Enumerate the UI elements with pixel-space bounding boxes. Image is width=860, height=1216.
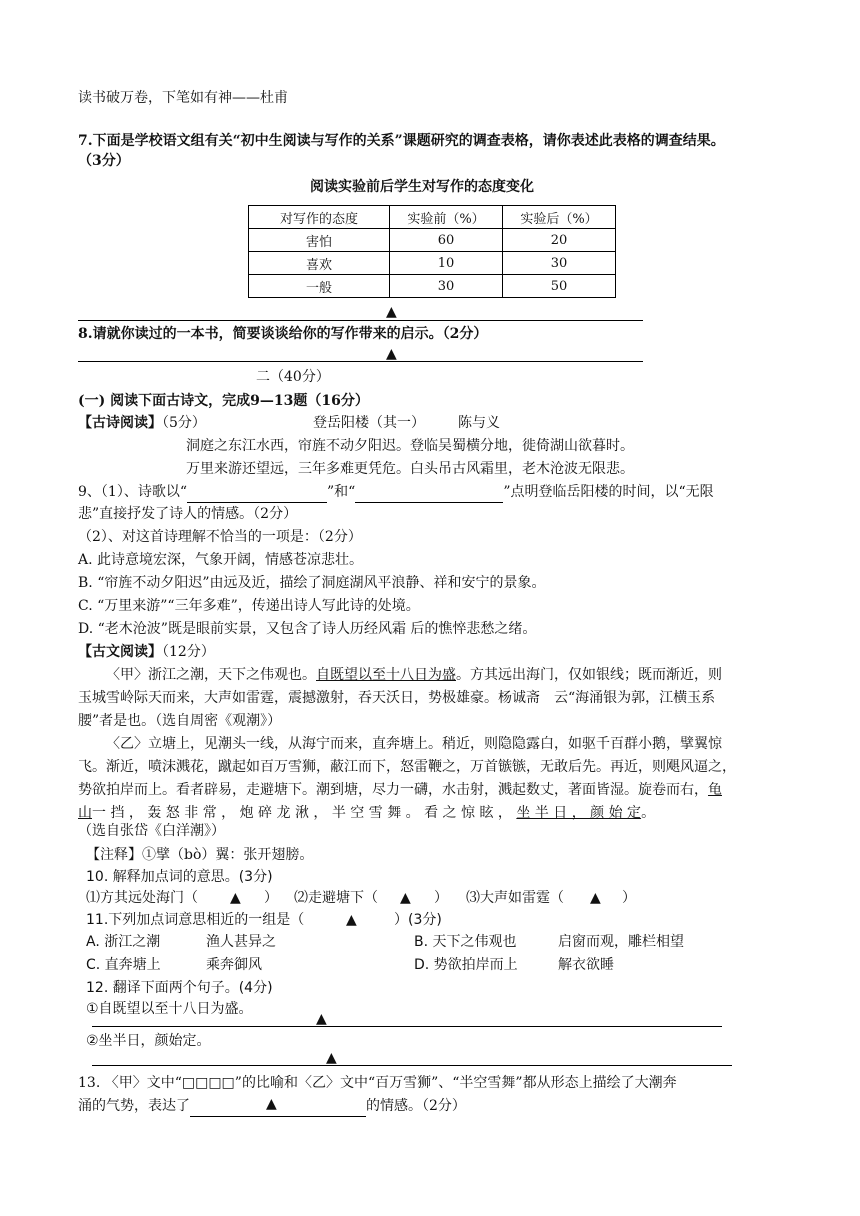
- answer-blank[interactable]: [355, 482, 503, 503]
- q11-option-a: A. 浙江之潮: [86, 934, 161, 950]
- table-cell: 60: [390, 229, 503, 252]
- prose-yi-line: 〈乙〉立塘上，见潮头一线，从海宁而来，直奔塘上。稍近，则隐隐露白，如驱千百群小鹅，擘翼惊: [106, 736, 722, 752]
- answer-line[interactable]: [92, 1026, 722, 1027]
- q11-option-b2: 启窗而观，雕栏相望: [558, 934, 684, 950]
- underlined-word: 龟: [708, 782, 722, 798]
- poem-author: 陈与义: [458, 415, 500, 431]
- survey-table: [248, 205, 616, 298]
- q8: 8.请就你读过的一本书，简要谈谈给你的写作带来的启示。（2分）: [78, 326, 488, 342]
- table-row: [249, 252, 616, 275]
- q13-line1: 13. 〈甲〉文中“□□□□”的比喻和〈乙〉文中“百万雪狮”、“半空雪舞”都从形态上描绘了大潮奔: [78, 1075, 677, 1091]
- table-cell: 一般: [249, 275, 390, 298]
- table-header: 对写作的态度: [249, 206, 390, 229]
- part-heading: (一) 阅读下面古诗文，完成9—13题（16分）: [78, 393, 369, 409]
- q9-part1-cont: 悲”直接抒发了诗人的情感。（2分）: [78, 506, 298, 522]
- answer-triangle[interactable]: ▲: [230, 890, 241, 906]
- q13-line2: [78, 1096, 466, 1117]
- prose-label: 【古文阅读】: [78, 644, 162, 660]
- answer-triangle: ▲: [386, 304, 397, 320]
- prose-text: 一 挡 ， 轰 怒 非 常 ， 炮 碎 龙 湫 ， 半 空 雪 舞 。 看 之 惊 眩 ，: [92, 805, 512, 821]
- option-b: B. “帘旌不动夕阳迟”由远及近，描绘了洞庭湖风平浪静、祥和安宁的景象。: [78, 575, 546, 591]
- table-header: 实验前（%）: [390, 206, 503, 229]
- table-header: 实验后（%）: [503, 206, 616, 229]
- prose-text: 。方其远出海门，仅如银线；既而渐近，则: [456, 667, 722, 683]
- prose-text: 。: [641, 805, 656, 821]
- option-d: D. “老木沧波”既是眼前实景，又包含了诗人历经风霜 后的憔悴悲愁之绪。: [78, 621, 537, 637]
- q10-item-1: [86, 888, 198, 908]
- table-cell: 20: [503, 229, 616, 252]
- q13-text: 涌的气势，表达了: [78, 1098, 190, 1114]
- q10-close: ）: [622, 890, 636, 906]
- poem-line: 洞庭之东江水西，帘旌不动夕阳迟。登临吴蜀横分地，徙倚湖山欲暮时。: [186, 438, 634, 454]
- option-c: C. “万里来游”“三年多难”，传递出诗人写此诗的处境。: [78, 598, 420, 614]
- answer-triangle: ▲: [386, 346, 397, 362]
- poem-heading: [78, 413, 206, 433]
- prose-yi-line: [78, 780, 722, 800]
- poem-line: 万里来游还望远，三年多难更凭危。白头吊古风霜里，老木沧波无限悲。: [186, 461, 634, 477]
- q9-part2: （2）、对这首诗理解不恰当的一项是：（2分）: [78, 529, 362, 545]
- prose-jia-line: [106, 665, 722, 685]
- prose-score: （12分）: [162, 644, 215, 660]
- q10-close: ）: [434, 890, 448, 906]
- q7-line1: 7.下面是学校语文组有关“初中生阅读与写作的关系”课题研究的调查表格，请你表述此表格的调查结果。: [78, 133, 725, 149]
- prose-jia-line: 腰”者是也。（选自周密《观潮》）: [78, 713, 282, 729]
- answer-triangle[interactable]: ▲: [400, 890, 411, 906]
- q9-text: ”和“: [326, 484, 356, 500]
- q11-option-c2: 乘奔御风: [206, 957, 262, 973]
- answer-triangle[interactable]: ▲: [346, 912, 357, 928]
- answer-triangle: ▲: [316, 1011, 327, 1027]
- answer-line[interactable]: [78, 361, 643, 362]
- q10-item-2: ⑵走避塘下（: [294, 890, 378, 906]
- poem-title: 登岳阳楼（其一）: [313, 415, 425, 431]
- q9-part1: [78, 482, 714, 503]
- q11-option-d: D. 势欲拍岸而上: [414, 957, 518, 973]
- q11-title-end: ）(3分): [394, 912, 442, 928]
- table-cell: 10: [390, 252, 503, 275]
- q11-option-b: B. 天下之伟观也: [414, 934, 517, 950]
- section-heading: 二（40分）: [256, 369, 330, 385]
- answer-line[interactable]: [92, 1065, 732, 1066]
- answer-blank[interactable]: [187, 482, 327, 503]
- table-cell: 50: [503, 275, 616, 298]
- prose-note: 【注释】①擘（bò）翼：张开翅膀。: [86, 847, 314, 863]
- q10-title: 10. 解释加点词的意思。(3分): [86, 869, 273, 885]
- table-cell: 30: [390, 275, 503, 298]
- underlined-sentence: 自既望以至十八日为盛: [316, 667, 456, 683]
- poem-label: 【古诗阅读】: [78, 415, 162, 431]
- q9-text: 9、（1）、诗歌以“: [78, 484, 187, 500]
- prose-yi-line: [78, 803, 655, 823]
- q11-option-a2: 渔人甚异之: [206, 934, 276, 950]
- poem-score: （5分）: [162, 415, 206, 431]
- quote: 读书破万卷，下笔如有神——杜甫: [78, 90, 288, 106]
- prose-yi-line: 飞。渐近，喷沫溅花，蹴起如百万雪狮，蔽江而下，怒雷鞭之，万首镞镞，无敢后先。再近，则飓风逼之，: [78, 759, 736, 775]
- prose-jia-line: 玉城雪岭际天而来，大声如雷霆，震撼激射，吞天沃日，势极雄豪。杨诚斋 云“海涌银为郭，江横玉系: [78, 690, 716, 706]
- option-a: A. 此诗意境宏深，气象开阔，情感苍凉悲壮。: [78, 552, 364, 568]
- prose-heading: [78, 642, 215, 662]
- table-cell: 害怕: [249, 229, 390, 252]
- answer-line[interactable]: [78, 320, 643, 321]
- table-cell: 30: [503, 252, 616, 275]
- table-cell: 喜欢: [249, 252, 390, 275]
- q11-option-c: C. 直奔塘上: [86, 957, 161, 973]
- answer-triangle: ▲: [326, 1050, 337, 1066]
- q11-option-d2: 解衣欲睡: [558, 957, 614, 973]
- q13-text: 的情感。（2分）: [366, 1098, 466, 1114]
- q10-item-3: ⑶大声如雷霆（: [466, 890, 564, 906]
- q12-title: 12. 翻译下面两个句子。(4分): [86, 980, 273, 996]
- q7-line2: （3分）: [78, 153, 130, 169]
- q12-sentence-1: ①自既望以至十八日为盛。: [86, 1001, 253, 1017]
- prose-text: 〈甲〉浙江之潮，天下之伟观也。: [106, 667, 316, 683]
- prose-source: （选自张岱《白洋潮》）: [78, 823, 225, 839]
- q10-text: ⑴方其远处海门（: [86, 890, 198, 906]
- q9-text: ”点明登临岳阳楼的时间，以“无限: [503, 484, 714, 500]
- underlined-sentence: 坐 半 日 ， 颜 始 定: [516, 805, 642, 821]
- q12-sentence-2: ②坐半日，颜始定。: [86, 1033, 211, 1049]
- table-title: 阅读实验前后学生对写作的态度变化: [310, 179, 534, 195]
- table-header-row: [249, 206, 616, 229]
- table-row: [249, 229, 616, 252]
- prose-text: 势欲拍岸而上。看者辟易，走避塘下。潮到塘，尽力一礴，水击射，溅起数丈，著面皆湿。旋卷而右，: [78, 782, 708, 798]
- underlined-word: 山: [78, 805, 92, 821]
- q11-title: [86, 910, 304, 930]
- q11-text: 11.下列加点词意思相近的一组是（: [86, 912, 305, 928]
- q10-close: ）: [264, 890, 278, 906]
- answer-triangle: ▲: [266, 1096, 277, 1112]
- answer-blank[interactable]: [190, 1096, 366, 1117]
- answer-triangle[interactable]: ▲: [590, 890, 601, 906]
- table-row: [249, 275, 616, 298]
